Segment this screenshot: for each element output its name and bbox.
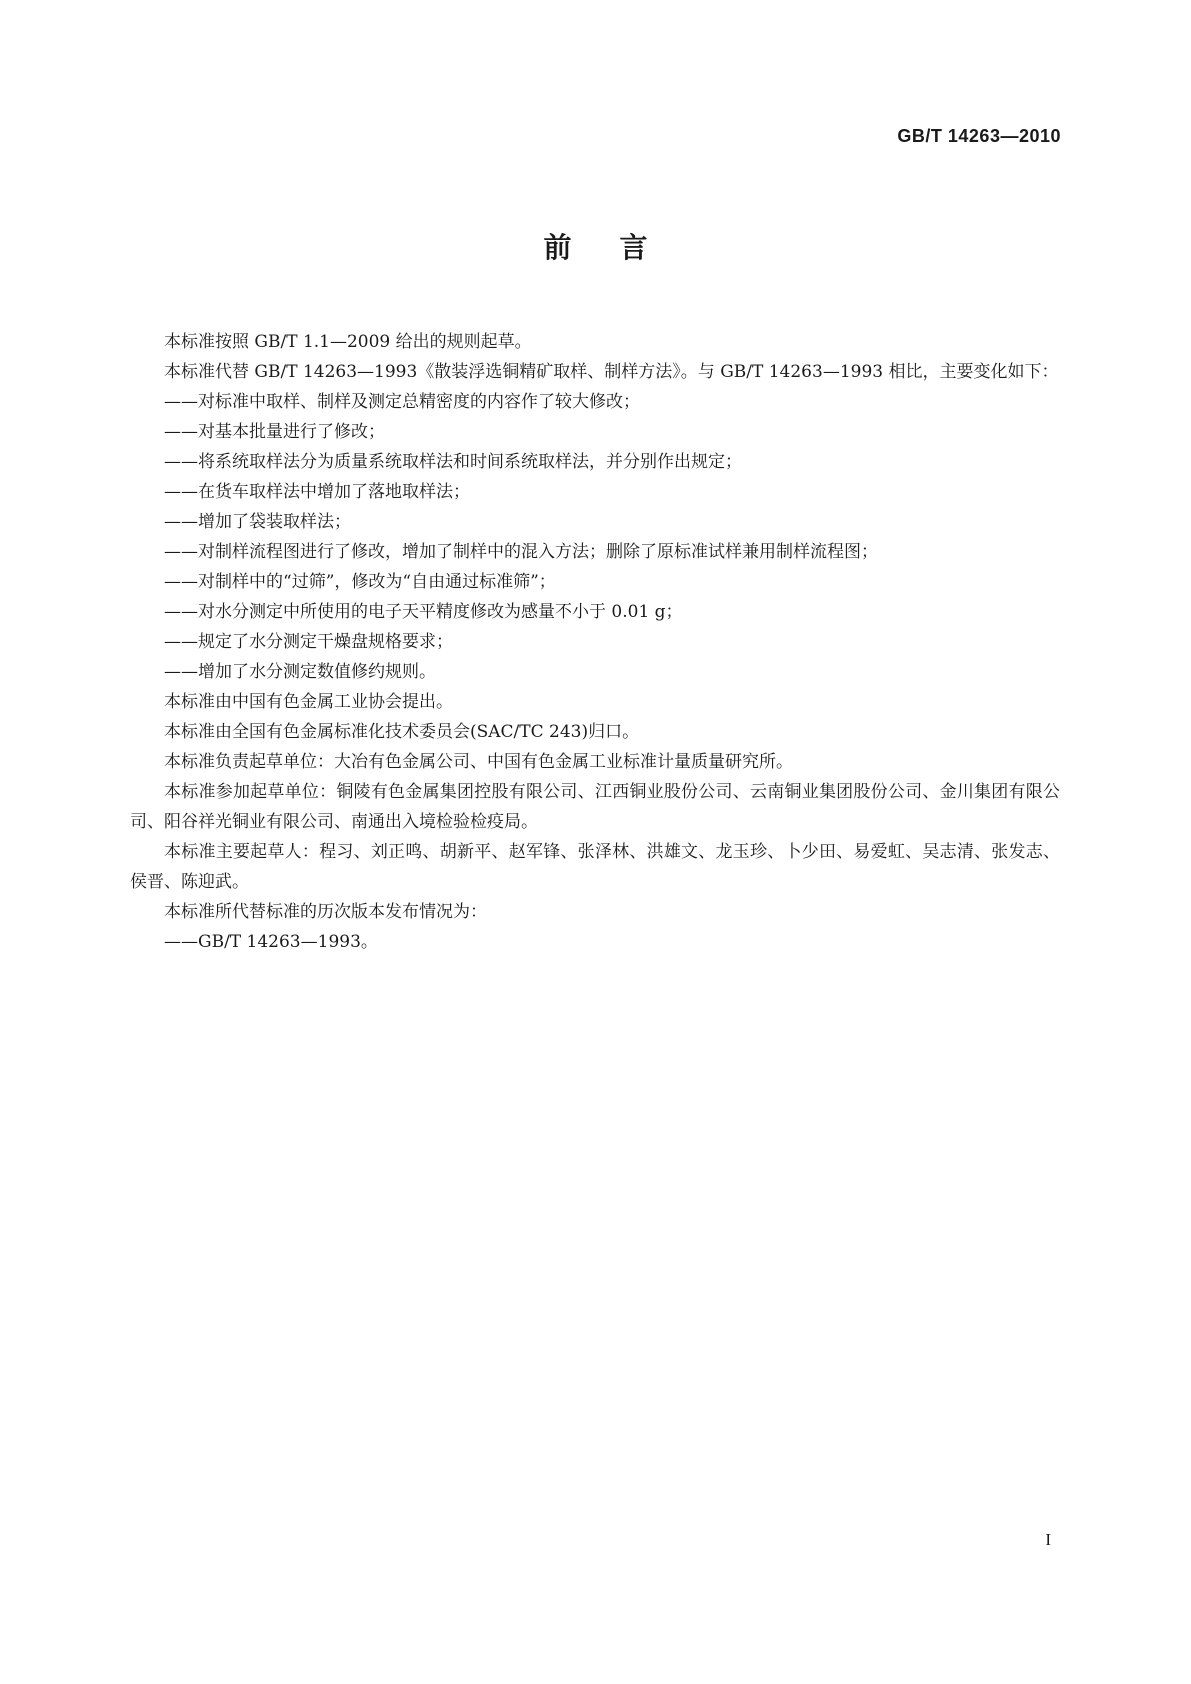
list-item: ——对基本批量进行了修改； bbox=[164, 422, 385, 442]
list-item: ——对制样流程图进行了修改，增加了制样中的混入方法；删除了原标准试样兼用制样流程图； bbox=[164, 542, 878, 562]
list-item: ——对制样中的“过筛”，修改为“自由通过标准筛”； bbox=[164, 572, 556, 592]
paragraph-responsible-drafters: 本标准负责起草单位：大冶有色金属公司、中国有色金属工业标准计量质量研究所。 bbox=[164, 752, 793, 772]
list-item: ——增加了袋装取样法； bbox=[164, 512, 351, 532]
paragraph-main-drafters: 本标准主要起草人：程习、刘正鸣、胡新平、赵军锋、张泽林、洪雄文、龙玉珍、卜少田、易爱虹、吴志清、张发志、侯晋、陈迎武。 bbox=[130, 842, 1060, 892]
changes-list bbox=[130, 387, 1060, 687]
list-item: ——增加了水分测定数值修约规则。 bbox=[164, 662, 436, 682]
page-title: 前言 bbox=[543, 231, 696, 264]
paragraph-proposer: 本标准由中国有色金属工业协会提出。 bbox=[164, 692, 453, 712]
list-item: ——GB/T 14263—1993。 bbox=[164, 932, 378, 952]
paragraph-history-intro: 本标准所代替标准的历次版本发布情况为： bbox=[164, 902, 487, 922]
list-item: ——规定了水分测定干燥盘规格要求； bbox=[164, 632, 453, 652]
standard-code: GB/T 14263—2010 bbox=[897, 126, 1061, 146]
paragraph-participating-drafters: 本标准参加起草单位：铜陵有色金属集团控股有限公司、江西铜业股份公司、云南铜业集团股份公司、金川集团有限公司、阳谷祥光铜业有限公司、南通出入境检验检疫局。 bbox=[130, 782, 1060, 832]
paragraph-technical-committee: 本标准由全国有色金属标准化技术委员会(SAC/TC 243)归口。 bbox=[164, 722, 640, 742]
history-list bbox=[130, 927, 1060, 957]
list-item: ——在货车取样法中增加了落地取样法； bbox=[164, 482, 470, 502]
list-item: ——对水分测定中所使用的电子天平精度修改为感量不小于 0.01 g； bbox=[164, 602, 683, 622]
list-item: ——对标准中取样、制样及测定总精密度的内容作了较大修改； bbox=[164, 392, 640, 412]
foreword-body bbox=[130, 327, 1060, 957]
page-number: I bbox=[1045, 1530, 1051, 1549]
list-item: ——将系统取样法分为质量系统取样法和时间系统取样法，并分别作出规定； bbox=[164, 452, 742, 472]
paragraph-replacement: 本标准代替 GB/T 14263—1993《散装浮选铜精矿取样、制样方法》。与 GB/T 14263—1993 相比，主要变化如下： bbox=[164, 362, 1059, 382]
paragraph-drafting-rules: 本标准按照 GB/T 1.1—2009 给出的规则起草。 bbox=[164, 332, 532, 352]
